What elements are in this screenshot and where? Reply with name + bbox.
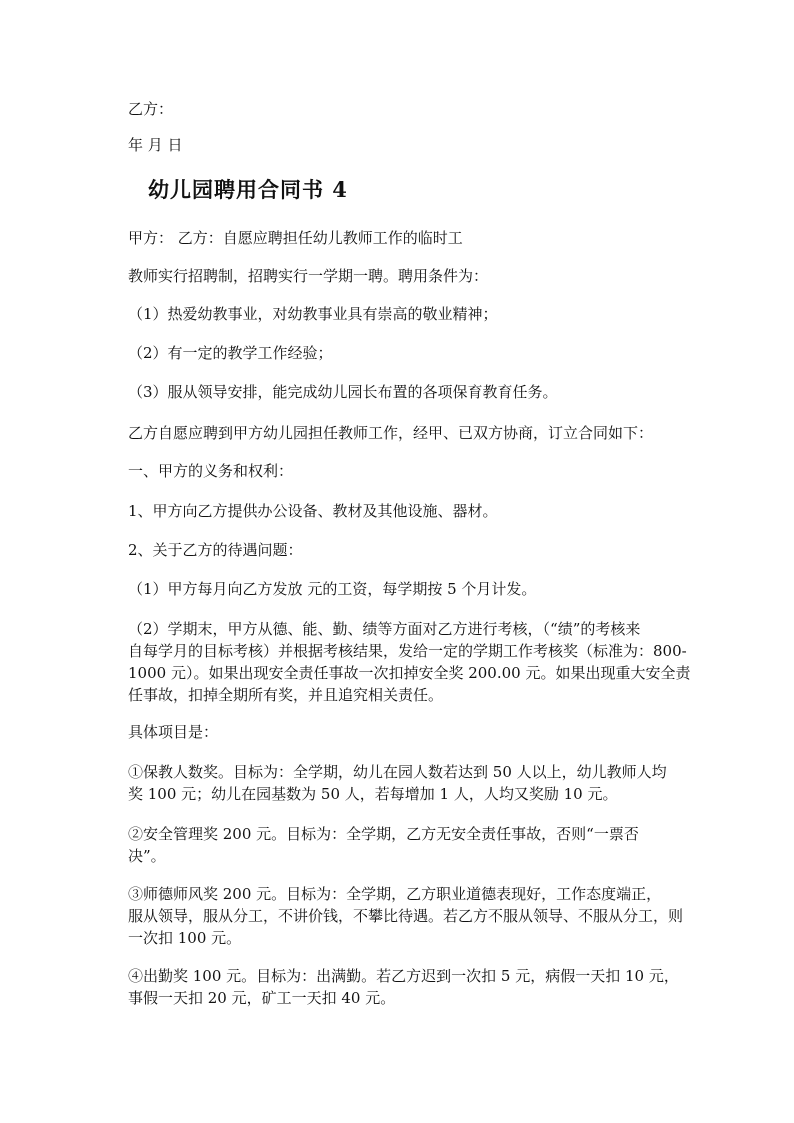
award-item-1-line-1: ①保教人数奖。目标为：全学期，幼儿在园人数若达到 50 人以上，幼儿教师人均 <box>128 763 667 781</box>
assessment-line-1: （2）学期末，甲方从德、能、勤、绩等方面对乙方进行考核，（“绩”的考核来 <box>128 620 641 638</box>
item-2: 2、关于乙方的待遇问题： <box>128 541 303 559</box>
award-item-2-line-1: ②安全管理奖 200 元。目标为：全学期，乙方无安全责任事故，否则“一票否 <box>128 825 639 843</box>
assessment-line-2: 自每学月的目标考核）并根据考核结果，发给一定的学期工作考核奖（标准为：800- <box>128 642 687 660</box>
intro-line-2: 教师实行招聘制，招聘实行一学期一聘。聘用条件为： <box>128 267 489 285</box>
assessment-line-4: 任事故，扣掉全期所有奖，并且追究相关责任。 <box>128 686 444 704</box>
award-item-4-line-2: 事假一天扣 20 元，矿工一天扣 40 元。 <box>128 989 396 1007</box>
award-item-3-line-3: 一次扣 100 元。 <box>128 929 242 947</box>
date-line: 年 月 日 <box>128 136 183 154</box>
condition-1: （1）热爱幼教事业，对幼教事业具有崇高的敬业精神； <box>128 305 498 323</box>
items-heading: 具体项目是： <box>128 723 219 741</box>
award-item-4-line-1: ④出勤奖 100 元。目标为：出满勤。若乙方迟到一次扣 5 元，病假一天扣 10 元， <box>128 967 679 985</box>
award-item-2-line-2: 决”。 <box>128 847 166 865</box>
agreement-line: 乙方自愿应聘到甲方幼儿园担任教师工作，经甲、已双方协商，订立合同如下： <box>128 424 654 442</box>
salary-line: （1）甲方每月向乙方发放 元的工资，每学期按 5 个月计发。 <box>128 580 537 598</box>
party-b-label: 乙方： <box>128 100 174 118</box>
item-1: 1、甲方向乙方提供办公设备、教材及其他设施、器材。 <box>128 502 498 520</box>
award-item-1-line-2: 奖 100 元；幼儿在园基数为 50 人，若每增加 1 人，人均又奖励 10 元。 <box>128 785 618 803</box>
document-title: 幼儿园聘用合同书 4 <box>148 177 348 202</box>
condition-2: （2）有一定的教学工作经验； <box>128 344 333 362</box>
section-1-heading: 一、甲方的义务和权利： <box>128 462 294 480</box>
intro-line-1: 甲方： 乙方：自愿应聘担任幼儿教师工作的临时工 <box>128 229 463 247</box>
award-item-3-line-1: ③师德师风奖 200 元。目标为：全学期，乙方职业道德表现好，工作态度端正， <box>128 885 662 903</box>
assessment-line-3: 1000 元）。如果出现安全责任事故一次扣掉安全奖 200.00 元。如果出现重大安全责 <box>128 664 691 682</box>
award-item-3-line-2: 服从领导，服从分工，不讲价钱，不攀比待遇。若乙方不服从领导、不服从分工，则 <box>128 907 684 925</box>
condition-3: （3）服从领导安排，能完成幼儿园长布置的各项保育教育任务。 <box>128 383 558 401</box>
